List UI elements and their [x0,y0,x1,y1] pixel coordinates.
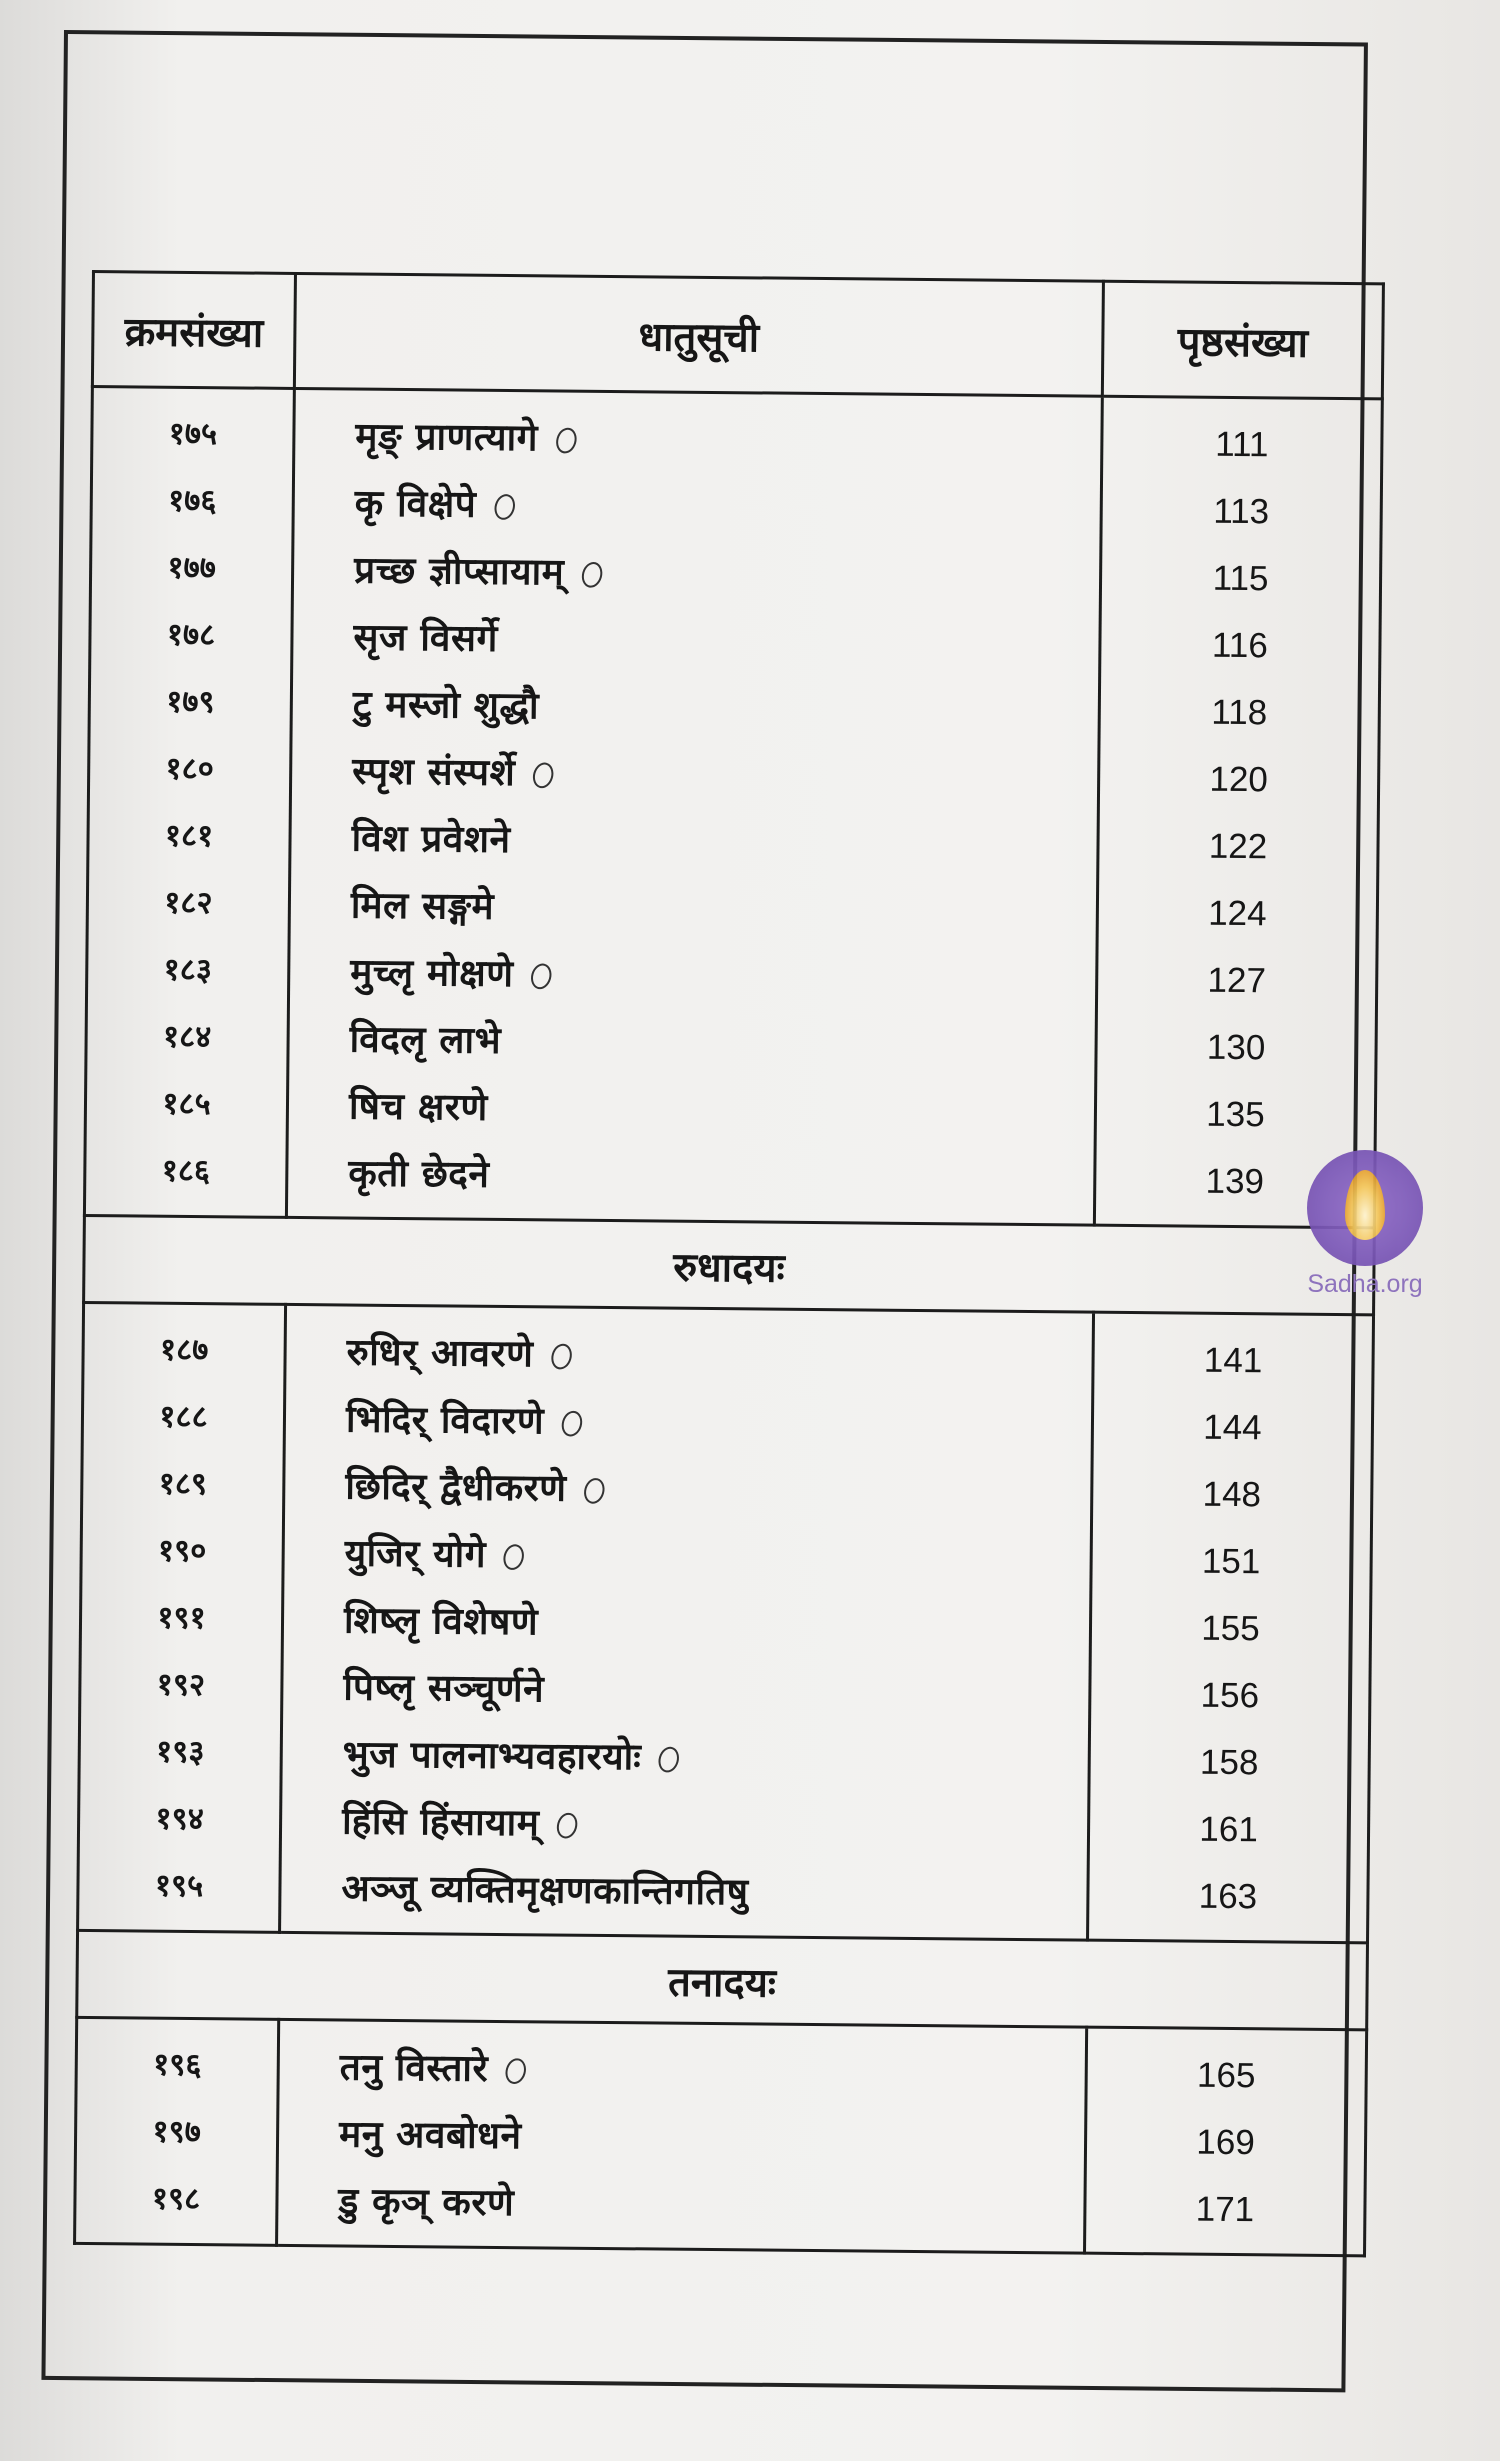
page-number: 171 [1195,2189,1255,2230]
page-number: 165 [1196,2055,1256,2096]
dhatu-name-text: विश प्रवेशने [351,816,511,862]
header-dhatu-list: धातुसूची [294,273,1103,396]
dhatu-name [349,1006,501,1074]
page-number: 158 [1199,1742,1259,1783]
page-number: 144 [1203,1407,1262,1448]
dhatu-name [346,1318,571,1387]
serial-number: १९३ [155,1733,205,1771]
section-heading-rudhadayah [84,1215,1375,1314]
handwritten-circle-mark [491,491,517,521]
dhatu-name [346,1385,583,1454]
serial-number: १८५ [162,1085,211,1123]
section-a-pages [1094,396,1382,1228]
dhatu-name-text: मृङ् प्राणत्यागे [355,414,539,460]
page-number: 135 [1206,1094,1265,1135]
page-number: 141 [1203,1340,1263,1381]
dhatu-name-text: तनु विस्तारे [339,2045,489,2090]
serial-number: १८४ [162,1018,212,1056]
dhatu-name [349,1073,488,1141]
page-number: 148 [1202,1474,1262,1515]
dhatu-name-text: मुच्लृ मोक्षणे [350,950,514,996]
page-number: 115 [1212,558,1269,599]
dhatu-name-text: भुज पालनाभ्यवहारयोः [342,1732,642,1779]
watermark-text: Sadha.org [1307,1270,1423,1298]
dhatu-name-text: छिदिर् द्वैधीकरणे [345,1464,567,1510]
flame-icon [1345,1170,1385,1240]
serial-number: १८७ [159,1331,209,1369]
section-b-pages [1088,1312,1374,1943]
section-title: तनादयः [77,1930,1368,2029]
dhatu-name [339,2100,522,2169]
page-number: 155 [1201,1608,1260,1649]
dhatu-name [351,805,511,874]
dhatu-name-text: रुधिर् आवरणे [346,1330,534,1376]
page-number: 111 [1215,424,1269,465]
page-number: 118 [1211,692,1268,733]
section-b-names [280,1304,1094,1940]
dhatu-name-text: कृ विक्षेपे [354,481,477,526]
page-number: 139 [1205,1161,1265,1202]
dhatu-name [353,671,540,740]
dhatu-name-text: स्पृश संस्पर्शे [351,749,516,795]
serial-number: १८० [165,750,215,788]
page-number: 116 [1211,625,1269,666]
handwritten-circle-mark [559,1408,585,1438]
section-a-serials [84,387,294,1218]
dhatu-name [344,1586,539,1655]
section-c-pages [1085,2027,1367,2256]
dhatu-name [350,939,552,1008]
dhatu-name-text: मनु अवबोधने [338,2112,522,2158]
dhatu-name-text: शिष्लृ विशेषणे [343,1598,539,1644]
serial-number: १९६ [152,2046,202,2084]
serial-number: १९२ [156,1666,206,1704]
serial-number: १८२ [164,884,213,922]
dhatu-name [341,1854,749,1925]
section-b-serials [78,1302,286,1932]
dhatu-name-text: टु मस्जो शुद्धौ [352,682,540,728]
dhatu-name-text: पिष्लृ सञ्चूर्णने [343,1665,545,1711]
dhatu-name-text: डु कृञ् करणे [338,2179,515,2225]
section-title: रुधादयः [84,1215,1375,1314]
page-number: 120 [1209,759,1269,800]
handwritten-circle-mark [530,760,556,790]
dhatu-name [339,2033,526,2102]
dhatu-name-text: सृज विसर्गे [353,615,499,660]
handwritten-circle-mark [501,1541,527,1571]
serial-number: १७९ [165,683,215,721]
page-number: 163 [1198,1876,1258,1917]
handwritten-circle-mark [581,1475,607,1505]
handwritten-circle-mark [656,1744,682,1774]
section-c-names [277,2019,1087,2253]
dhatu-name-text: विदलृ लाभे [349,1017,502,1062]
page-number: 161 [1199,1809,1258,1850]
serial-number: १७६ [167,482,217,520]
table-header-row [92,272,1383,399]
header-serial: क्रमसंख्या [92,272,295,389]
page-number: 113 [1213,491,1270,532]
serial-number: १७८ [166,616,216,654]
lamp-logo-icon [1307,1150,1423,1266]
dhatu-name [344,1519,524,1588]
serial-number: १८९ [158,1465,208,1503]
dhatu-name [354,537,603,606]
handwritten-circle-mark [548,1341,574,1371]
dhatu-name-text: मिल सङ्गमे [350,883,495,928]
serial-number: १९८ [151,2180,201,2218]
dhatu-name-text: युजिर् योगे [344,1531,487,1576]
dhatu-name-text: हिंसि हिंसायाम् [341,1799,540,1845]
section-a-rows [84,387,1382,1228]
serial-number: १९४ [155,1800,204,1838]
handwritten-circle-mark [503,2055,529,2085]
page-number: 124 [1207,893,1267,934]
dhatu-name [352,738,554,807]
sadha-watermark [1300,1150,1430,1299]
header-page-number: पृष्ठसंख्या [1102,281,1383,399]
page-number: 151 [1201,1541,1261,1582]
handwritten-circle-mark [553,425,579,455]
dhatu-name [351,872,495,940]
serial-number: १८१ [164,817,214,855]
dhatu-index-table-wrapper [73,270,1382,2257]
dhatu-name-text: प्रच्छ ज्ञीप्सायाम् [353,548,565,594]
dhatu-name [343,1653,544,1722]
section-c-serials [75,2017,279,2245]
dhatu-name [338,2167,514,2236]
serial-number: १९० [157,1532,207,1570]
dhatu-name [354,470,514,539]
serial-number: १९५ [154,1867,204,1905]
dhatu-name-text: कृती छेदने [348,1151,490,1196]
dhatu-name [355,403,576,472]
serial-number: १८६ [161,1152,211,1190]
dhatu-name-text: षिच क्षरणे [348,1084,488,1129]
section-heading-tanadayah [77,1930,1368,2029]
serial-number: १७५ [168,415,218,453]
section-c-rows [75,2017,1367,2255]
page-number: 169 [1196,2122,1255,2163]
handwritten-circle-mark [579,559,605,589]
dhatu-name [353,604,498,672]
dhatu-name [348,1140,490,1208]
page-number: 127 [1207,960,1267,1001]
serial-number: १८८ [159,1398,208,1436]
serial-number: १७७ [167,549,217,587]
dhatu-name [345,1452,605,1521]
dhatu-name [342,1787,578,1856]
section-a-names [286,388,1102,1225]
section-b-rows [78,1302,1374,1942]
page-number: 130 [1206,1027,1266,1068]
dhatu-index-table [73,270,1385,2257]
handwritten-circle-mark [528,961,554,991]
serial-number: १९७ [152,2113,201,2151]
page-number: 156 [1200,1675,1260,1716]
page-number: 122 [1208,826,1268,867]
dhatu-name [342,1720,679,1790]
serial-number: १९१ [157,1599,206,1637]
handwritten-circle-mark [554,1810,580,1840]
dhatu-name-text: अञ्जू व्यक्तिमृक्षणकान्तिगतिषु [341,1866,749,1914]
serial-number: १८३ [163,951,213,989]
dhatu-name-text: भिदिर् विदारणे [345,1397,545,1443]
